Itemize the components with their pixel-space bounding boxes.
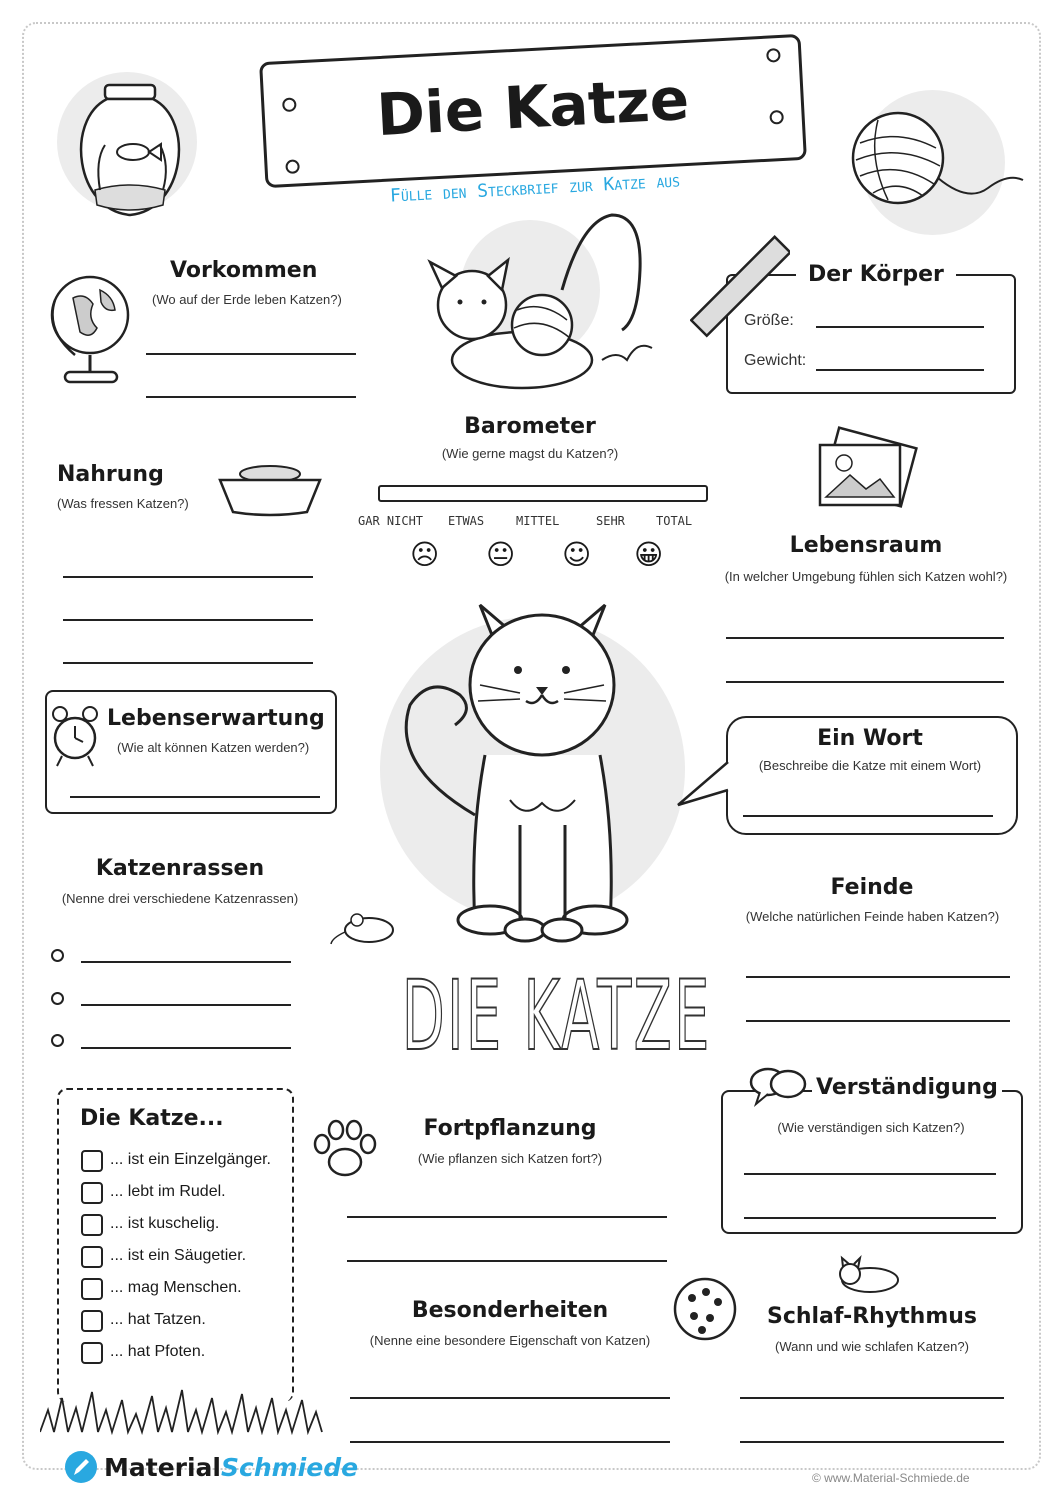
checklist-title: Die Katze... [80, 1106, 224, 1131]
ball-toy-icon [672, 1276, 738, 1342]
feinde-title: Feinde [830, 875, 914, 900]
scale-label-gar-nicht: GAR NICHT [358, 514, 424, 528]
schlaf-title: Schlaf-Rhythmus [766, 1304, 978, 1329]
weight-answer-line[interactable] [816, 369, 984, 371]
bullet-icon [51, 992, 64, 1005]
neutral-face-icon[interactable]: 😐 [486, 538, 516, 571]
scale-label-etwas: ETWAS [448, 514, 485, 528]
copyright: © www.Material-Schmiede.de [812, 1471, 970, 1485]
checkbox[interactable] [81, 1310, 103, 1332]
cat-with-yarn-illustration [412, 210, 672, 400]
answer-line[interactable] [350, 1441, 670, 1443]
answer-line[interactable] [740, 1397, 1004, 1399]
size-answer-line[interactable] [816, 326, 984, 328]
sad-face-icon[interactable]: ☹ [410, 538, 440, 571]
checklist-item: ... lebt im Rudel. [110, 1183, 226, 1200]
answer-line[interactable] [81, 1004, 291, 1006]
checklist-item: ... ist ein Säugetier. [110, 1247, 247, 1264]
verstaendigung-box [721, 1090, 1023, 1234]
feinde-hint: (Welche natürlichen Feinde haben Katzen?) [745, 909, 1000, 924]
answer-line[interactable] [350, 1397, 670, 1399]
answer-line[interactable] [146, 396, 356, 398]
scale-label-mittel: MITTEL [516, 514, 560, 528]
katzenrassen-title: Katzenrassen [95, 856, 265, 881]
answer-line[interactable] [744, 1217, 996, 1219]
lebensraum-title: Lebensraum [789, 533, 943, 558]
koerper-title: Der Körper [796, 262, 956, 287]
checkbox[interactable] [81, 1150, 103, 1172]
checkbox[interactable] [81, 1342, 103, 1364]
smile-face-icon[interactable]: ☺ [562, 538, 592, 571]
answer-line[interactable] [63, 662, 313, 664]
fortpflanzung-title: Fortpflanzung [423, 1116, 597, 1141]
checkbox[interactable] [81, 1278, 103, 1300]
answer-line[interactable] [743, 815, 993, 817]
weight-label: Gewicht: [744, 352, 807, 369]
barometer-title: Barometer [464, 414, 596, 439]
verstaendigung-title: Verständigung [812, 1075, 1002, 1100]
scale-label-sehr: SEHR [596, 514, 625, 528]
paw-icon [310, 1118, 380, 1180]
fortpflanzung-hint: (Wie pflanzen sich Katzen fort?) [417, 1151, 603, 1166]
checkbox[interactable] [81, 1182, 103, 1204]
page-subtitle: Fülle den Steckbrief zur Katze aus [389, 170, 681, 207]
fishbowl-icon [75, 80, 185, 220]
answer-line[interactable] [63, 619, 313, 621]
answer-line[interactable] [81, 1047, 291, 1049]
vorkommen-hint: (Wo auf der Erde leben Katzen?) [152, 292, 342, 307]
answer-line[interactable] [746, 1020, 1010, 1022]
checkbox[interactable] [81, 1214, 103, 1236]
brand-part2: Schmiede [221, 1452, 359, 1482]
sleeping-cat-icon [832, 1254, 902, 1294]
answer-line[interactable] [63, 576, 313, 578]
nahrung-title: Nahrung [57, 462, 164, 487]
bullet-icon [51, 949, 64, 962]
alarm-clock-icon [50, 704, 100, 770]
scale-label-total: TOTAL [656, 514, 693, 528]
chat-bubbles-icon [748, 1064, 808, 1110]
mouse-icon [327, 910, 409, 948]
size-label: Größe: [744, 312, 794, 329]
checklist-item: ... ist ein Einzelgänger. [110, 1151, 271, 1168]
barometer-bar[interactable] [378, 485, 708, 502]
page-title: Die Katze [374, 64, 691, 150]
answer-line[interactable] [726, 637, 1004, 639]
speech-bubble-tail [676, 760, 732, 810]
answer-line[interactable] [146, 353, 356, 355]
nahrung-hint: (Was fressen Katzen?) [57, 496, 189, 511]
yarn-ball-icon [848, 108, 1033, 218]
grass-decoration [40, 1380, 325, 1435]
brand-part1: Material [104, 1452, 221, 1482]
vorkommen-title: Vorkommen [170, 258, 318, 283]
schlaf-hint: (Wann und wie schlafen Katzen?) [775, 1339, 969, 1354]
checklist-item: ... mag Menschen. [110, 1279, 242, 1296]
food-bowl-icon [215, 460, 325, 520]
answer-line[interactable] [740, 1441, 1004, 1443]
checklist-item: ... hat Pfoten. [110, 1343, 206, 1360]
ein-wort-hint: (Beschreibe die Katze mit einem Wort) [758, 758, 982, 773]
answer-line[interactable] [70, 796, 320, 798]
answer-line[interactable] [347, 1260, 667, 1262]
answer-line[interactable] [744, 1173, 996, 1175]
ein-wort-title: Ein Wort [817, 726, 923, 751]
answer-line[interactable] [746, 976, 1010, 978]
big-outline-title: DIE KATZE [401, 960, 712, 1072]
katzenrassen-hint: (Nenne drei verschiedene Katzenrassen) [61, 891, 299, 906]
checklist-item: ... hat Tatzen. [110, 1311, 206, 1328]
sitting-cat-illustration [380, 585, 680, 960]
landscape-photos-icon [810, 425, 920, 525]
besonderheiten-title: Besonderheiten [411, 1298, 609, 1323]
globe-icon [45, 270, 130, 390]
happy-face-icon[interactable]: 😀 [634, 538, 664, 571]
verstaendigung-hint: (Wie verständigen sich Katzen?) [777, 1120, 965, 1135]
brand-logo [64, 1449, 358, 1485]
answer-line[interactable] [81, 961, 291, 963]
barometer-hint: (Wie gerne magst du Katzen?) [441, 446, 619, 461]
answer-line[interactable] [726, 681, 1004, 683]
lebenserwartung-title: Lebenserwartung [107, 706, 325, 731]
answer-line[interactable] [347, 1216, 667, 1218]
pen-icon [64, 1450, 98, 1484]
besonderheiten-hint: (Nenne eine besondere Eigenschaft von Katzen) [369, 1333, 651, 1348]
lebensraum-hint: (In welcher Umgebung fühlen sich Katzen wohl?) [724, 569, 1008, 584]
checklist-item: ... ist kuschelig. [110, 1215, 220, 1232]
checkbox[interactable] [81, 1246, 103, 1268]
bullet-icon [51, 1034, 64, 1047]
lebenserwartung-hint: (Wie alt können Katzen werden?) [117, 740, 310, 755]
